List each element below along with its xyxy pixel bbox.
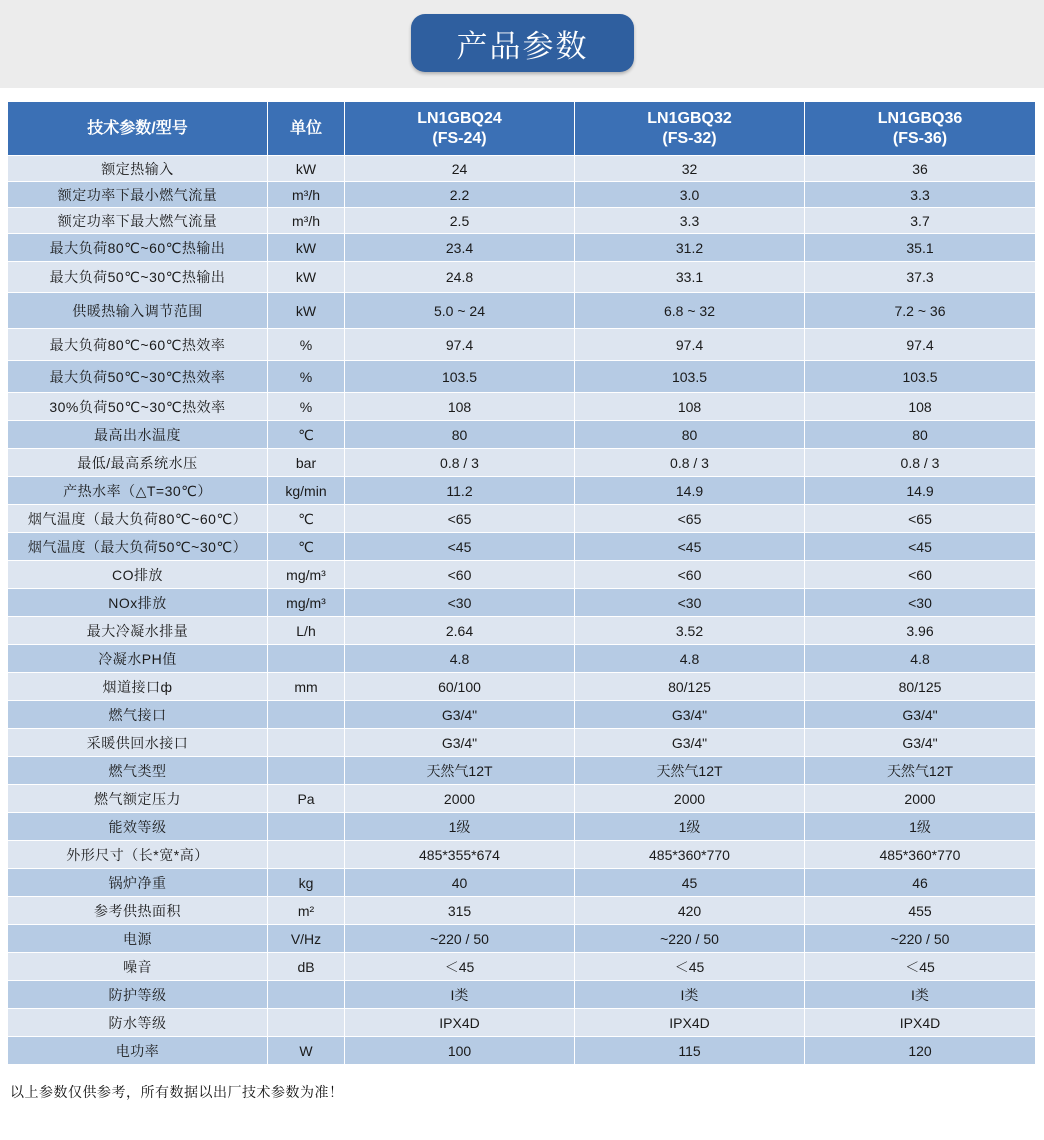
unit-cell: dB [268,953,345,981]
value-cell: <30 [805,589,1036,617]
unit-cell: mg/m³ [268,561,345,589]
table-row [8,182,1036,208]
param-cell: 电源 [8,925,268,953]
table-row [8,897,1036,925]
value-cell: 108 [805,393,1036,421]
value-cell: 4.8 [805,645,1036,673]
value-cell: 14.9 [805,477,1036,505]
unit-cell [268,981,345,1009]
value-cell: I类 [805,981,1036,1009]
value-cell: 3.96 [805,617,1036,645]
value-cell: G3/4" [345,729,575,757]
value-cell: 485*355*674 [345,841,575,869]
param-cell: 最大冷凝水排量 [8,617,268,645]
value-cell: 103.5 [345,361,575,393]
table-row [8,673,1036,701]
unit-cell: L/h [268,617,345,645]
table-row [8,208,1036,234]
value-cell: ~220 / 50 [575,925,805,953]
value-cell: 31.2 [575,234,805,262]
param-cell: 噪音 [8,953,268,981]
value-cell: ＜45 [805,953,1036,981]
page-title: 产品参数 [411,14,634,72]
param-cell: 最大负荷50℃~30℃热效率 [8,361,268,393]
value-cell: 108 [575,393,805,421]
unit-cell: kW [268,156,345,182]
model-name: LN1GBQ32 [647,109,732,127]
param-cell: 燃气接口 [8,701,268,729]
value-cell: ~220 / 50 [805,925,1036,953]
unit-cell: V/Hz [268,925,345,953]
model-code: (FS-32) [662,129,717,147]
unit-cell: kg/min [268,477,345,505]
param-cell: 防护等级 [8,981,268,1009]
value-cell: 420 [575,897,805,925]
param-cell: 冷凝水PH值 [8,645,268,673]
value-cell: IPX4D [805,1009,1036,1037]
value-cell: 0.8 / 3 [345,449,575,477]
value-cell: 2.2 [345,182,575,208]
value-cell: 108 [345,393,575,421]
value-cell: 1级 [805,813,1036,841]
value-cell: 97.4 [345,329,575,361]
value-cell: <60 [575,561,805,589]
header-model [345,102,575,156]
param-cell: 额定热输入 [8,156,268,182]
value-cell: <60 [805,561,1036,589]
value-cell: IPX4D [345,1009,575,1037]
value-cell: 3.3 [805,182,1036,208]
model-code: (FS-24) [432,129,487,147]
value-cell: 45 [575,869,805,897]
value-cell: 32 [575,156,805,182]
value-cell: 3.0 [575,182,805,208]
table-row [8,925,1036,953]
table-row [8,1009,1036,1037]
value-cell: 2.64 [345,617,575,645]
value-cell: 0.8 / 3 [575,449,805,477]
value-cell: I类 [575,981,805,1009]
table-row [8,234,1036,262]
value-cell: 0.8 / 3 [805,449,1036,477]
value-cell: <30 [345,589,575,617]
value-cell: 455 [805,897,1036,925]
table-row [8,589,1036,617]
value-cell: 5.0 ~ 24 [345,293,575,329]
value-cell: 80 [575,421,805,449]
value-cell: 4.8 [575,645,805,673]
value-cell: 24 [345,156,575,182]
param-cell: 采暖供回水接口 [8,729,268,757]
unit-cell: kW [268,262,345,293]
value-cell: <60 [345,561,575,589]
unit-cell: bar [268,449,345,477]
param-cell: NOx排放 [8,589,268,617]
unit-cell: kW [268,293,345,329]
value-cell: 37.3 [805,262,1036,293]
unit-cell [268,841,345,869]
value-cell: 天然气12T [345,757,575,785]
param-cell: 燃气额定压力 [8,785,268,813]
unit-cell: kg [268,869,345,897]
value-cell: 80 [805,421,1036,449]
value-cell: <45 [345,533,575,561]
table-row [8,1037,1036,1065]
param-cell: 锅炉净重 [8,869,268,897]
value-cell: G3/4" [805,729,1036,757]
value-cell: G3/4" [805,701,1036,729]
table-header-row [8,102,1036,156]
unit-cell: mg/m³ [268,589,345,617]
value-cell: 315 [345,897,575,925]
value-cell: 2000 [575,785,805,813]
value-cell: 35.1 [805,234,1036,262]
value-cell: 97.4 [805,329,1036,361]
param-cell: 电功率 [8,1037,268,1065]
table-row [8,561,1036,589]
param-cell: CO排放 [8,561,268,589]
unit-cell [268,645,345,673]
unit-cell: % [268,393,345,421]
value-cell: 1级 [575,813,805,841]
value-cell: 485*360*770 [575,841,805,869]
value-cell: 60/100 [345,673,575,701]
unit-cell [268,729,345,757]
table-row [8,869,1036,897]
header-unit: 单位 [268,102,345,156]
table-row [8,729,1036,757]
value-cell: G3/4" [575,729,805,757]
table-row [8,449,1036,477]
value-cell: <45 [575,533,805,561]
value-cell: 3.52 [575,617,805,645]
param-cell: 最大负荷80℃~60℃热输出 [8,234,268,262]
table-row [8,505,1036,533]
unit-cell [268,701,345,729]
value-cell: IPX4D [575,1009,805,1037]
value-cell: I类 [345,981,575,1009]
disclaimer-note: 以上参数仅供参考，所有数据以出厂技术参数为准！ [10,1084,344,1100]
header-model [575,102,805,156]
value-cell: 4.8 [345,645,575,673]
value-cell: 103.5 [575,361,805,393]
header-param: 技术参数/型号 [8,102,268,156]
value-cell: 1级 [345,813,575,841]
value-cell: 97.4 [575,329,805,361]
param-cell: 最大负荷50℃~30℃热输出 [8,262,268,293]
value-cell: <65 [805,505,1036,533]
param-cell: 烟气温度（最大负荷50℃~30℃） [8,533,268,561]
unit-cell: % [268,361,345,393]
table-row [8,156,1036,182]
model-code: (FS-36) [892,129,948,147]
table-row [8,393,1036,421]
value-cell: 115 [575,1037,805,1065]
param-cell: 额定功率下最大燃气流量 [8,208,268,234]
unit-cell: m³/h [268,182,345,208]
unit-cell: m² [268,897,345,925]
value-cell: 3.3 [575,208,805,234]
value-cell: 天然气12T [805,757,1036,785]
model-name: LN1GBQ36 [877,109,963,127]
param-cell: 最高出水温度 [8,421,268,449]
value-cell: <30 [575,589,805,617]
unit-cell: ℃ [268,533,345,561]
value-cell: 100 [345,1037,575,1065]
param-cell: 参考供热面积 [8,897,268,925]
value-cell: 6.8 ~ 32 [575,293,805,329]
value-cell: <65 [345,505,575,533]
unit-cell [268,1009,345,1037]
table-row [8,421,1036,449]
unit-cell [268,813,345,841]
value-cell: 485*360*770 [805,841,1036,869]
header-model [805,102,1036,156]
unit-cell: W [268,1037,345,1065]
value-cell: 2000 [805,785,1036,813]
value-cell: 46 [805,869,1036,897]
param-cell: 烟道接口ф [8,673,268,701]
table-row [8,981,1036,1009]
unit-cell: Pa [268,785,345,813]
param-cell: 产热水率（△T=30℃） [8,477,268,505]
value-cell: 3.7 [805,208,1036,234]
param-cell: 烟气温度（最大负荷80℃~60℃） [8,505,268,533]
table-row [8,785,1036,813]
table-row [8,293,1036,329]
value-cell: 40 [345,869,575,897]
value-cell: <45 [805,533,1036,561]
param-cell: 能效等级 [8,813,268,841]
param-cell: 最低/最高系统水压 [8,449,268,477]
value-cell: 36 [805,156,1036,182]
unit-cell: mm [268,673,345,701]
value-cell: 23.4 [345,234,575,262]
param-cell: 外形尺寸（长*宽*高） [8,841,268,869]
value-cell: 80 [345,421,575,449]
value-cell: 14.9 [575,477,805,505]
value-cell: ＜45 [575,953,805,981]
table-row [8,701,1036,729]
value-cell: G3/4" [575,701,805,729]
value-cell: 24.8 [345,262,575,293]
value-cell: 80/125 [575,673,805,701]
value-cell: 11.2 [345,477,575,505]
model-name: LN1GBQ24 [417,109,502,127]
param-cell: 燃气类型 [8,757,268,785]
table-row [8,841,1036,869]
value-cell: 7.2 ~ 36 [805,293,1036,329]
value-cell: ＜45 [345,953,575,981]
value-cell: 2000 [345,785,575,813]
spec-table [7,101,1036,1065]
unit-cell [268,757,345,785]
value-cell: 80/125 [805,673,1036,701]
param-cell: 30%负荷50℃~30℃热效率 [8,393,268,421]
value-cell: 2.5 [345,208,575,234]
param-cell: 防水等级 [8,1009,268,1037]
param-cell: 最大负荷80℃~60℃热效率 [8,329,268,361]
table-row [8,361,1036,393]
unit-cell: ℃ [268,505,345,533]
param-cell: 额定功率下最小燃气流量 [8,182,268,208]
unit-cell: kW [268,234,345,262]
table-row [8,645,1036,673]
unit-cell: ℃ [268,421,345,449]
value-cell: G3/4" [345,701,575,729]
table-row [8,757,1036,785]
value-cell: ~220 / 50 [345,925,575,953]
value-cell: 天然气12T [575,757,805,785]
table-row [8,813,1036,841]
table-row [8,533,1036,561]
table-row [8,262,1036,293]
param-cell: 供暖热输入调节范围 [8,293,268,329]
value-cell: 103.5 [805,361,1036,393]
table-row [8,617,1036,645]
value-cell: 120 [805,1037,1036,1065]
unit-cell: % [268,329,345,361]
value-cell: <65 [575,505,805,533]
table-row [8,477,1036,505]
table-row [8,953,1036,981]
unit-cell: m³/h [268,208,345,234]
table-row [8,329,1036,361]
value-cell: 33.1 [575,262,805,293]
